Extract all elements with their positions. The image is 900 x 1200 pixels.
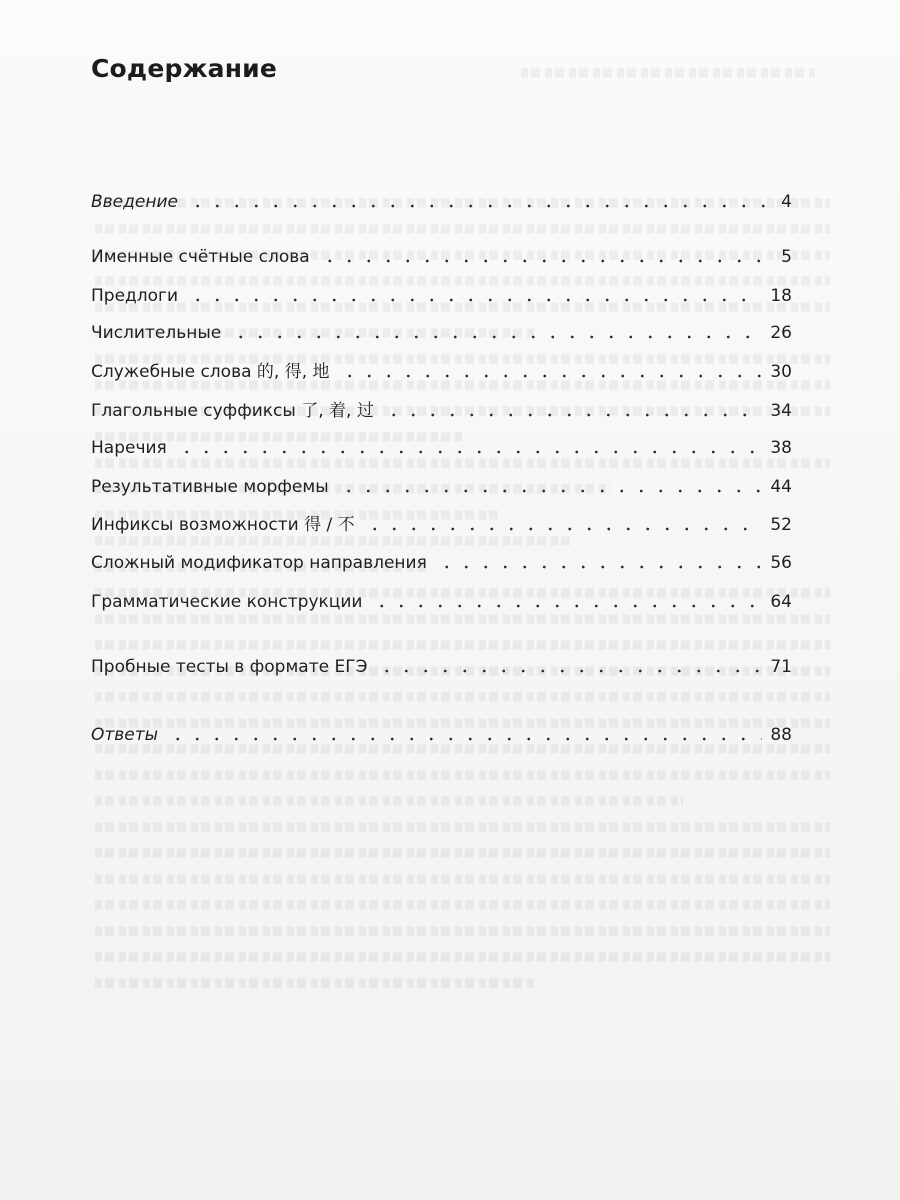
toc-entry-page: 26	[770, 323, 792, 343]
toc-entry-title: Ответы	[91, 725, 159, 745]
toc-entry	[91, 240, 792, 274]
toc-entry-title: Предлоги	[91, 286, 179, 306]
toc-entry-page: 5	[781, 247, 792, 267]
dot-leader	[168, 737, 762, 741]
toc-entry-title: Инфиксы возможности 得 / 不	[91, 515, 355, 535]
dot-leader	[188, 298, 762, 302]
toc-entry-page: 4	[781, 192, 792, 212]
dot-leader	[188, 204, 773, 208]
toc-entry	[91, 470, 792, 504]
toc-entry	[91, 718, 792, 752]
toc-entry-page: 71	[770, 657, 792, 677]
toc-entry-title: Наречия	[91, 438, 167, 458]
toc-entry-title: Результативные морфемы	[91, 477, 329, 497]
toc-entry-page: 64	[770, 592, 792, 612]
dot-leader	[320, 259, 773, 263]
dot-leader	[437, 565, 763, 569]
toc-entry-title: Сложный модификатор направления	[91, 553, 427, 573]
toc-entry-title: Грамматические конструкции	[91, 592, 363, 612]
dot-leader	[377, 669, 762, 673]
toc-entry	[91, 279, 792, 313]
toc-entry-page: 52	[770, 515, 792, 535]
toc-entry-title: Служебные слова 的, 得, 地	[91, 362, 330, 382]
toc-entry-page: 44	[770, 477, 792, 497]
toc-entry-page: 88	[770, 725, 792, 745]
dot-leader	[231, 335, 762, 339]
toc-entry-page: 34	[770, 401, 792, 421]
toc-entry-title: Введение	[91, 192, 178, 212]
toc-entry	[91, 546, 792, 580]
toc-entry	[91, 185, 792, 219]
toc-entry-title: Числительные	[91, 323, 222, 343]
dot-leader	[339, 489, 763, 493]
toc-entry-page: 18	[770, 286, 792, 306]
toc-entry-page: 56	[770, 553, 792, 573]
toc-entry	[91, 650, 792, 684]
toc-entry	[91, 316, 792, 350]
dot-leader	[365, 527, 763, 531]
dot-leader	[384, 413, 763, 417]
dot-leader	[372, 604, 762, 608]
toc-entry-title: Глагольные суффиксы 了, 着, 过	[91, 401, 374, 421]
page-title: Содержание	[91, 54, 278, 83]
dot-leader	[340, 374, 763, 378]
toc-entry-page: 38	[770, 438, 792, 458]
toc-entry-title: Пробные тесты в формате ЕГЭ	[91, 657, 368, 677]
toc-entry	[91, 508, 792, 542]
toc-entry-page: 30	[770, 362, 792, 382]
toc-entry	[91, 431, 792, 465]
toc-entry-title: Именные счётные слова	[91, 247, 310, 267]
dot-leader	[177, 450, 763, 454]
toc-entry	[91, 355, 792, 389]
toc-entry	[91, 585, 792, 619]
toc-entry	[91, 394, 792, 428]
